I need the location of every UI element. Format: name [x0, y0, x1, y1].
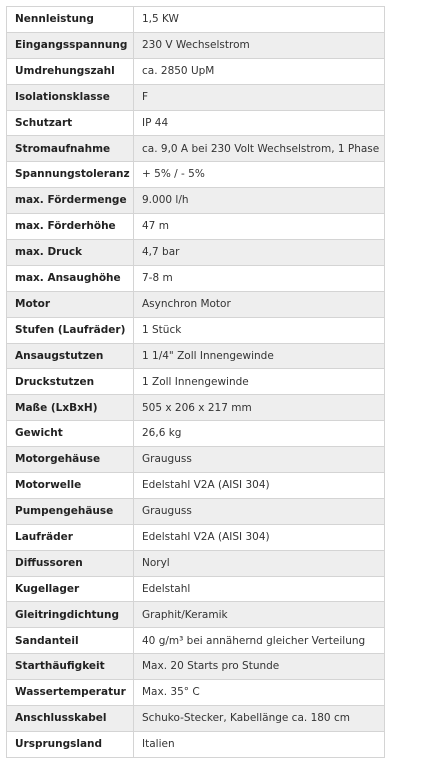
spec-value: 1 Zoll Innengewinde [134, 369, 385, 395]
spec-value: Edelstahl V2A (AISI 304) [134, 473, 385, 499]
spec-value: ca. 2850 UpM [134, 58, 385, 84]
spec-label: Spannungstoleranz [7, 162, 134, 188]
table-row [7, 317, 385, 343]
spec-value: 230 V Wechselstrom [134, 32, 385, 58]
spec-value: F [134, 84, 385, 110]
table-row [7, 576, 385, 602]
table-row [7, 447, 385, 473]
table-row [7, 524, 385, 550]
spec-label: Stufen (Laufräder) [7, 317, 134, 343]
spec-value: 1 1/4" Zoll Innengewinde [134, 343, 385, 369]
spec-label: Isolationsklasse [7, 84, 134, 110]
spec-label: Starthäufigkeit [7, 654, 134, 680]
spec-label: Gewicht [7, 421, 134, 447]
spec-label: Motorgehäuse [7, 447, 134, 473]
spec-value: Graphit/Keramik [134, 602, 385, 628]
table-row [7, 550, 385, 576]
spec-label: max. Fördermenge [7, 188, 134, 214]
spec-table [6, 6, 385, 758]
table-row [7, 628, 385, 654]
table-row [7, 395, 385, 421]
spec-value: Asynchron Motor [134, 291, 385, 317]
spec-value: 1,5 KW [134, 7, 385, 33]
spec-label: Gleitringdichtung [7, 602, 134, 628]
spec-table-body [7, 7, 385, 758]
spec-label: Kugellager [7, 576, 134, 602]
table-row [7, 265, 385, 291]
table-row [7, 214, 385, 240]
spec-value: Edelstahl [134, 576, 385, 602]
spec-value: 505 x 206 x 217 mm [134, 395, 385, 421]
spec-label: Ursprungsland [7, 731, 134, 757]
spec-label: Druckstutzen [7, 369, 134, 395]
spec-label: Anschlusskabel [7, 706, 134, 732]
table-row [7, 58, 385, 84]
spec-value: Edelstahl V2A (AISI 304) [134, 524, 385, 550]
table-row [7, 731, 385, 757]
table-row [7, 421, 385, 447]
spec-label: Eingangsspannung [7, 32, 134, 58]
spec-value: ca. 9,0 A bei 230 Volt Wechselstrom, 1 Phase [134, 136, 385, 162]
spec-label: Diffussoren [7, 550, 134, 576]
table-row [7, 369, 385, 395]
spec-label: Pumpengehäuse [7, 498, 134, 524]
table-row [7, 291, 385, 317]
spec-value: IP 44 [134, 110, 385, 136]
table-row [7, 498, 385, 524]
spec-label: Nennleistung [7, 7, 134, 33]
spec-label: Laufräder [7, 524, 134, 550]
table-row [7, 84, 385, 110]
spec-value: + 5% / - 5% [134, 162, 385, 188]
spec-label: Umdrehungszahl [7, 58, 134, 84]
table-row [7, 32, 385, 58]
spec-label: Motor [7, 291, 134, 317]
spec-value: Italien [134, 731, 385, 757]
spec-value: 1 Stück [134, 317, 385, 343]
spec-label: Ansaugstutzen [7, 343, 134, 369]
table-row [7, 162, 385, 188]
table-row [7, 188, 385, 214]
table-row [7, 240, 385, 266]
spec-label: Wassertemperatur [7, 680, 134, 706]
table-row [7, 602, 385, 628]
spec-value: 26,6 kg [134, 421, 385, 447]
table-row [7, 473, 385, 499]
spec-value: Grauguss [134, 498, 385, 524]
spec-value: 9.000 l/h [134, 188, 385, 214]
table-row [7, 706, 385, 732]
spec-label: Motorwelle [7, 473, 134, 499]
table-row [7, 654, 385, 680]
spec-label: max. Druck [7, 240, 134, 266]
spec-value: 47 m [134, 214, 385, 240]
spec-label: Schutzart [7, 110, 134, 136]
spec-value: Noryl [134, 550, 385, 576]
spec-label: Sandanteil [7, 628, 134, 654]
spec-value: Max. 35° C [134, 680, 385, 706]
spec-value: Schuko-Stecker, Kabellänge ca. 180 cm [134, 706, 385, 732]
spec-value: 40 g/m³ bei annähernd gleicher Verteilung [134, 628, 385, 654]
spec-label: max. Ansaughöhe [7, 265, 134, 291]
table-row [7, 7, 385, 33]
spec-value: 7-8 m [134, 265, 385, 291]
spec-value: Grauguss [134, 447, 385, 473]
spec-value: Max. 20 Starts pro Stunde [134, 654, 385, 680]
spec-label: max. Förderhöhe [7, 214, 134, 240]
spec-label: Stromaufnahme [7, 136, 134, 162]
table-row [7, 110, 385, 136]
spec-value: 4,7 bar [134, 240, 385, 266]
spec-label: Maße (LxBxH) [7, 395, 134, 421]
table-row [7, 680, 385, 706]
table-row [7, 136, 385, 162]
table-row [7, 343, 385, 369]
